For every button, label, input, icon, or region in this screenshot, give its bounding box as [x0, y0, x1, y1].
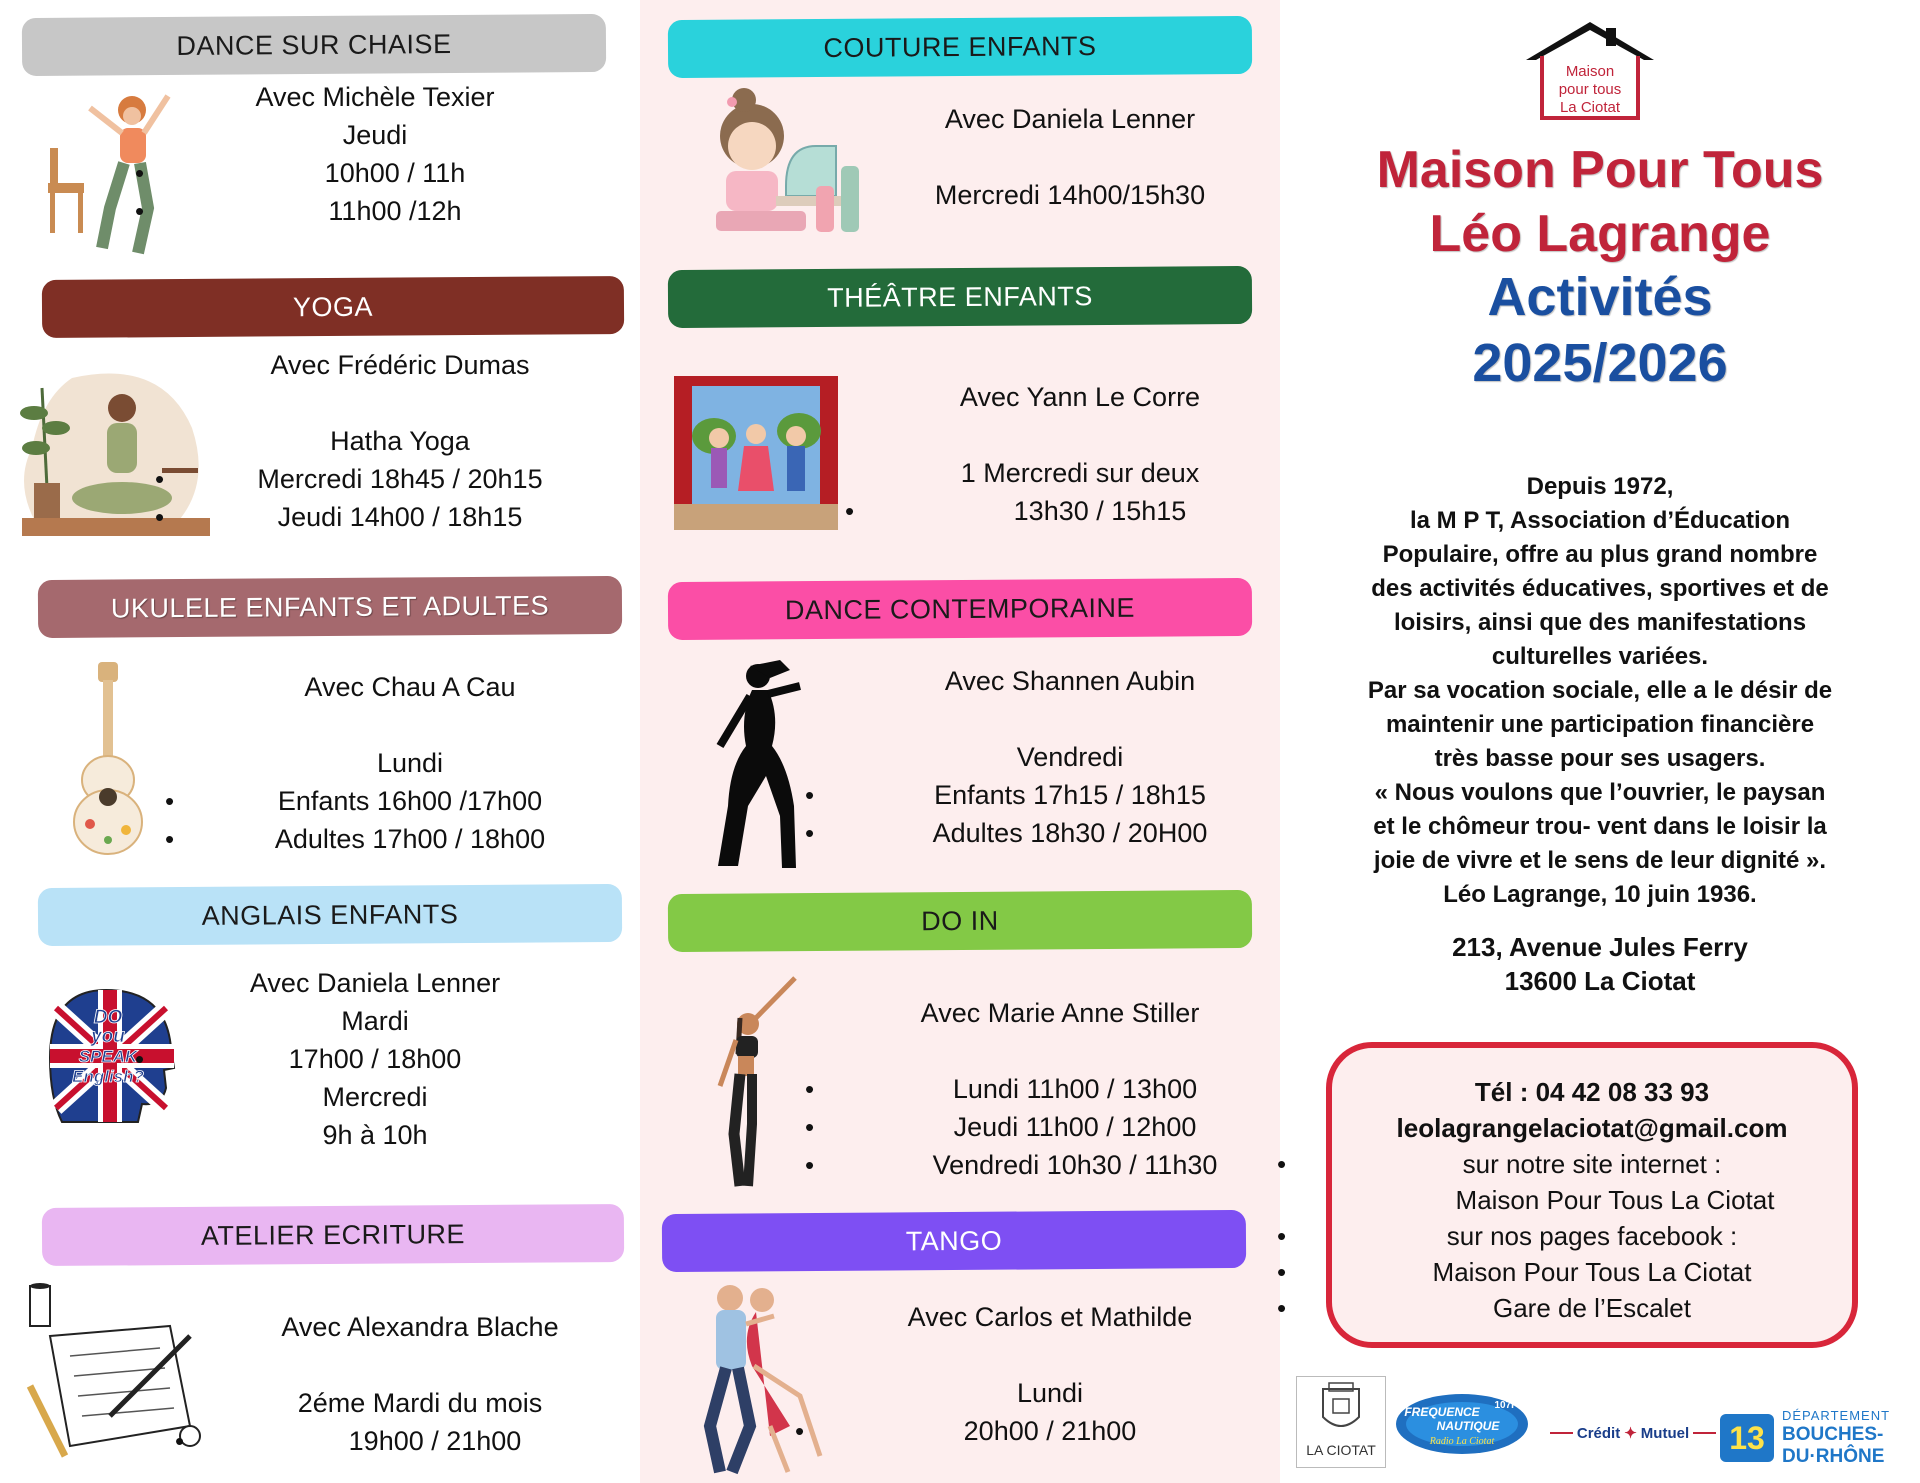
couture-line: [900, 138, 1240, 176]
radio-mid: NAUTIQUE: [1436, 1419, 1500, 1433]
title-leo-lagrange: Léo Lagrange: [1429, 205, 1771, 263]
dancer-chair-illustration: [40, 88, 190, 268]
departement-logo: [1720, 1408, 1910, 1468]
paragraph-line: la M P T, Association d’Éducation: [1409, 507, 1791, 534]
ecriture-line: Avec Alexandra Blache: [281, 1312, 559, 1342]
paragraph-line: très basse pour ses usagers.: [1434, 745, 1766, 772]
tango-line: Avec Carlos et Mathilde: [907, 1302, 1193, 1332]
contemp-line: [860, 700, 1280, 738]
writing-illustration: [10, 1276, 232, 1466]
title-activites: Activités: [1487, 267, 1713, 327]
yoga-illustration: [12, 368, 210, 540]
logo-line-3: La Ciotat: [1559, 99, 1621, 116]
credit-mutuel-logo: [1550, 1424, 1716, 1442]
doin-line: • Lundi 11h00 / 13h00: [860, 1070, 1260, 1108]
theatre-line: 1 Mercredi sur deux: [960, 458, 1200, 488]
ukulele-info: [220, 668, 600, 858]
radio-sub: Radio La Ciotat: [1429, 1436, 1495, 1447]
ecriture-banner: ATELIER ECRITURE: [42, 1204, 624, 1266]
credit-mutuel-icon: ✦: [1624, 1425, 1637, 1442]
yoga-line: Avec Frédéric Dumas: [270, 350, 530, 380]
couture-line: Mercredi 14h00/15h30: [934, 180, 1206, 210]
dancer-silhouette-illustration: [710, 656, 820, 872]
contact-box: [1326, 1042, 1858, 1348]
city-crest-icon: [1319, 1381, 1363, 1437]
theatre-banner: THÉÂTRE ENFANTS: [668, 266, 1252, 328]
address: [1280, 930, 1920, 998]
yoga-line: Hatha Yoga: [330, 426, 470, 456]
logo-line-1: Maison: [1565, 63, 1615, 80]
english-head-illustration: [46, 988, 176, 1123]
dance-chaise-line: Avec Michèle Texier: [255, 82, 495, 112]
anglais-line: Avec Daniela Lenner: [249, 968, 501, 998]
doin-line: • Vendredi 10h30 / 11h30: [860, 1146, 1260, 1184]
paragraph-line: des activités éducatives, sportives et de: [1371, 575, 1829, 602]
address-city: 13600 La Ciotat: [1504, 966, 1696, 996]
right-column: [1280, 0, 1920, 1483]
contact-facebook-label: • sur nos pages facebook :: [1332, 1218, 1852, 1254]
contact-email[interactable]: leolagrangelaciotat@gmail.com: [1396, 1113, 1788, 1143]
mpt-house-logo: [1520, 16, 1660, 126]
ecriture-line: [230, 1346, 610, 1384]
tango-banner: TANGO: [662, 1210, 1246, 1272]
paragraph-line: Par sa vocation sociale, elle a le désir de: [1367, 677, 1833, 704]
ukulele-illustration: [68, 662, 148, 858]
contact-facebook-2[interactable]: • Gare de l’Escalet: [1332, 1290, 1852, 1326]
paragraph-line: Depuis 1972,: [1526, 473, 1674, 500]
doin-line: Avec Marie Anne Stiller: [920, 998, 1200, 1028]
yoga-line: • Jeudi 14h00 / 18h15: [210, 498, 590, 536]
dept-name-2: DU·RHÔNE: [1782, 1446, 1885, 1467]
paragraph-line: culturelles variées.: [1491, 643, 1709, 670]
paragraph-line: joie de vivre et le sens de leur dignité ».: [1373, 847, 1827, 874]
contact-website[interactable]: Maison Pour Tous La Ciotat: [1455, 1185, 1775, 1215]
ecriture-line: • 19h00 / 21h00: [230, 1422, 610, 1460]
theatre-line: • 13h30 / 15h15: [900, 492, 1260, 530]
contact-website-label: • sur notre site internet :: [1332, 1146, 1852, 1182]
la-ciotat-logo: [1296, 1376, 1386, 1468]
ukulele-banner: UKULELE ENFANTS ET ADULTES: [38, 576, 622, 638]
tango-line: [850, 1336, 1250, 1374]
left-column: [0, 0, 640, 1483]
dept-label: DÉPARTEMENT: [1782, 1408, 1891, 1423]
paragraph-line: loisirs, ainsi que des manifestations: [1393, 609, 1807, 636]
anglais-info: [190, 964, 560, 1154]
doin-banner: DO IN: [668, 890, 1252, 952]
la-ciotat-label: LA CIOTAT: [1306, 1442, 1376, 1458]
dept-13-icon: 13: [1720, 1414, 1774, 1462]
doin-line: • Jeudi 11h00 / 12h00: [860, 1108, 1260, 1146]
yoga-line: [210, 384, 590, 422]
couture-info: [900, 100, 1240, 214]
history-paragraph: [1280, 470, 1920, 912]
title-year: 2025/2026: [1472, 333, 1728, 393]
credit-word: Crédit: [1576, 1424, 1621, 1442]
address-street: 213, Avenue Jules Ferry: [1452, 932, 1748, 962]
badge-do: DO: [93, 1007, 123, 1028]
frequence-nautique-logo: [1392, 1384, 1532, 1464]
mutuel-word: Mutuel: [1640, 1424, 1690, 1442]
anglais-line: Mardi: [341, 1006, 409, 1036]
ecriture-line: 2éme Mardi du mois: [297, 1388, 543, 1418]
couture-line: Avec Daniela Lenner: [944, 104, 1196, 134]
contemp-line: Avec Shannen Aubin: [944, 666, 1196, 696]
contemp-info: [860, 662, 1280, 852]
anglais-line: 9h à 10h: [322, 1120, 428, 1150]
tango-line: Lundi: [1016, 1378, 1084, 1408]
anglais-line: Mercredi: [322, 1082, 428, 1112]
theatre-info: [900, 378, 1260, 530]
title-maison-pour-tous: Maison Pour Tous: [1376, 141, 1824, 199]
tango-couple-illustration: [670, 1276, 850, 1476]
paragraph-line: Populaire, offre au plus grand nombre: [1382, 541, 1818, 568]
dept-name-1: BOUCHES-: [1782, 1424, 1884, 1445]
contemp-line: Vendredi: [1016, 742, 1124, 772]
tango-info: [850, 1298, 1250, 1450]
anglais-line: • 17h00 / 18h00: [190, 1040, 560, 1078]
badge-english: English?: [72, 1067, 144, 1086]
logo-line-2: pour tous: [1558, 81, 1622, 98]
doin-info: [860, 994, 1260, 1184]
ukulele-line: • Adultes 17h00 / 18h00: [220, 820, 600, 858]
couture-banner: COUTURE ENFANTS: [668, 16, 1252, 78]
dance-chaise-line: Jeudi: [342, 120, 408, 150]
dance-chaise-line: • 10h00 / 11h: [190, 154, 560, 192]
radio-top: FREQUENCE: [1404, 1405, 1480, 1419]
contemp-banner: DANCE CONTEMPORAINE: [668, 578, 1252, 640]
paragraph-line: « Nous voulons que l’ouvrier, le paysan: [1374, 779, 1826, 806]
paragraph-line: Léo Lagrange, 10 juin 1936.: [1443, 881, 1757, 908]
contemp-line: • Adultes 18h30 / 20H00: [860, 814, 1280, 852]
yoga-line: • Mercredi 18h45 / 20h15: [210, 460, 590, 498]
stretching-woman-illustration: [700, 974, 810, 1188]
middle-column: [640, 0, 1280, 1483]
dance-chaise-line: • 11h00 /12h: [190, 192, 560, 230]
sewing-girl-illustration: [696, 86, 876, 242]
yoga-info: [210, 346, 590, 536]
ukulele-line: • Enfants 16h00 /17h00: [220, 782, 600, 820]
theatre-line: Avec Yann Le Corre: [959, 382, 1201, 412]
doin-line: [860, 1032, 1260, 1070]
tango-line: • 20h00 / 21h00: [850, 1412, 1250, 1450]
yoga-banner: YOGA: [42, 276, 624, 338]
ukulele-line: Lundi: [376, 748, 444, 778]
theatre-stage-illustration: [674, 376, 838, 530]
ukulele-line: Avec Chau A Cau: [304, 672, 516, 702]
ukulele-line: [220, 706, 600, 744]
radio-freq: 107FM: [1494, 1400, 1526, 1411]
paragraph-line: maintenir une participation financière: [1385, 711, 1815, 738]
contemp-line: • Enfants 17h15 / 18h15: [860, 776, 1280, 814]
paragraph-line: et le chômeur trou- vent dans le loisir la: [1373, 813, 1827, 840]
dance-chaise-banner: DANCE SUR CHAISE: [22, 14, 606, 76]
theatre-line: [900, 416, 1260, 454]
ecriture-info: [230, 1308, 610, 1460]
badge-you: you: [91, 1026, 125, 1047]
anglais-banner: ANGLAIS ENFANTS: [38, 884, 622, 946]
dance-chaise-info: [190, 78, 560, 230]
badge-speak: SPEAK: [78, 1047, 138, 1066]
contact-facebook-1[interactable]: • Maison Pour Tous La Ciotat: [1332, 1254, 1852, 1290]
contact-phone[interactable]: Tél : 04 42 08 33 93: [1474, 1077, 1710, 1107]
